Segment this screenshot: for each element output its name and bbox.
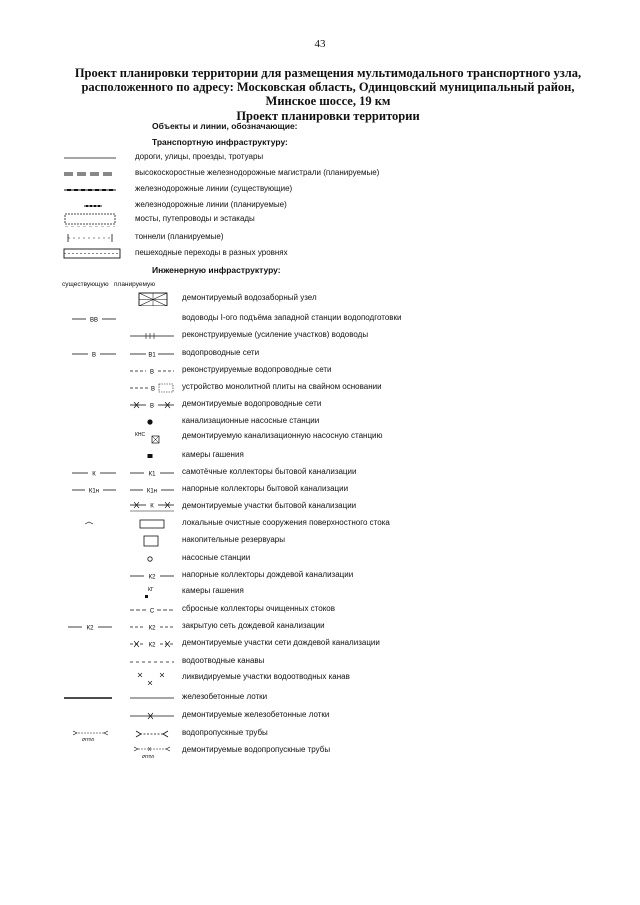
legend-row — [0, 727, 640, 743]
legend-label: накопительные резервуары — [182, 535, 285, 544]
code-text: С — [149, 608, 155, 615]
engineering-heading: Инженерную инфраструктуру: — [152, 265, 281, 275]
legend-label: устройство монолитной плиты на свайном основании — [182, 382, 382, 391]
legend-label: водопроводные сети — [182, 348, 260, 357]
slab-icon — [128, 381, 176, 395]
code-text: КНС — [135, 432, 146, 438]
legend-label: локальные очистные сооружения поверхностного стока — [182, 518, 390, 527]
legend-row — [0, 415, 640, 431]
legend-row — [0, 569, 640, 585]
page-number: 43 — [314, 38, 326, 50]
dismantled-storm-icon — [128, 637, 176, 651]
legend-row — [0, 292, 640, 308]
legend-row — [0, 744, 640, 760]
legend-label: демонтируемую канализационную насосную станцию — [182, 431, 383, 440]
sewer-pipe-icon — [128, 466, 176, 480]
transport-heading: Транспортную инфраструктуру: — [152, 137, 288, 147]
trough-icon — [128, 691, 176, 705]
removed-ditch-icon — [128, 671, 176, 685]
legend-row — [0, 691, 640, 707]
sewer-pipe-icon — [70, 483, 118, 497]
legend-label: сбросные коллекторы очищенных стоков — [182, 604, 335, 613]
water-pipe-icon — [70, 312, 118, 326]
legend-label: самотёчные коллекторы бытовой канализации — [182, 467, 357, 476]
legend-row — [0, 167, 640, 183]
code-text: Ø700 — [82, 738, 95, 741]
treatment-plant-icon — [138, 517, 168, 531]
legend-label: железнодорожные линии (существующие) — [135, 184, 293, 193]
code-text: К2 — [148, 574, 156, 581]
legend-label: реконструируемые (усиление участков) водоводы — [182, 330, 369, 339]
legend-label: напорные коллекторы дождевой канализации — [182, 570, 354, 579]
water-pipe-icon — [70, 347, 118, 361]
pump-station-icon — [140, 552, 160, 566]
treatment-plant-icon — [82, 517, 96, 531]
document-subtitle: Проект планировки территории — [236, 109, 420, 123]
dismantled-sewer-icon — [128, 500, 176, 514]
legend-label: железобетонные лотки — [182, 692, 268, 701]
culvert-icon — [134, 727, 176, 741]
legend-label: закрытую сеть дождевой канализации — [182, 621, 325, 630]
code-text: К2 — [148, 642, 156, 649]
legend-label: высокоскоростные железнодорожные магистрали (планируемые) — [135, 168, 380, 177]
storm-pipe-icon — [128, 569, 176, 583]
legend-row — [0, 585, 640, 601]
legend-row — [0, 637, 640, 653]
legend-row — [0, 500, 640, 516]
legend-row — [0, 364, 640, 380]
legend-row — [0, 709, 640, 725]
code-text: К — [150, 503, 154, 510]
legend-row — [0, 398, 640, 414]
legend-label: напорные коллекторы бытовой канализации — [182, 484, 349, 493]
legend-row — [0, 347, 640, 363]
legend-row — [0, 517, 640, 533]
legend-row — [0, 312, 640, 328]
sewer-pipe-icon — [70, 466, 118, 480]
water-pipe-icon — [128, 329, 176, 343]
road-line-icon — [62, 151, 118, 165]
water-pipe-icon — [128, 364, 176, 378]
rail-planned-icon — [62, 199, 118, 213]
legend-label: водопропускные трубы — [182, 728, 268, 737]
legend-row — [0, 483, 640, 499]
legend-label: железнодорожные линии (планируемые) — [135, 200, 287, 209]
legend-heading: Объекты и линии, обозначающие: — [152, 121, 298, 131]
legend-row — [0, 183, 640, 199]
code-text: КГ — [148, 587, 154, 593]
legend-row — [0, 231, 640, 247]
legend-row — [0, 671, 640, 687]
legend-label: водоотводные канавы — [182, 656, 265, 665]
legend-row — [0, 449, 640, 465]
ditch-icon — [128, 655, 176, 669]
legend-label: реконструируемые водопроводные сети — [182, 365, 332, 374]
legend-label: насосные станции — [182, 553, 251, 562]
damping-chamber-icon — [140, 449, 160, 463]
legend-label: пешеходные переходы в разных уровнях — [135, 248, 288, 257]
legend-label: демонтируемые водопропускные трубы — [182, 745, 331, 754]
rail-existing-icon — [62, 183, 118, 197]
legend-row — [0, 329, 640, 345]
bridge-icon — [62, 213, 118, 227]
legend-label: демонтируемые водопроводные сети — [182, 399, 322, 408]
legend-label: камеры гашения — [182, 586, 244, 595]
legend-label: демонтируемый водозаборный узел — [182, 293, 317, 302]
reservoir-icon — [140, 534, 162, 548]
legend-row — [0, 151, 640, 167]
legend-row — [0, 655, 640, 671]
legend-row — [0, 534, 640, 550]
discharge-pipe-icon — [128, 603, 176, 617]
legend-label: дороги, улицы, проезды, тротуары — [135, 152, 264, 161]
dismantled-trough-icon — [128, 709, 176, 723]
code-text: ВВ — [89, 317, 99, 324]
legend-label: демонтируемые участки бытовой канализации — [182, 501, 357, 510]
dismantled-pipe-icon — [128, 398, 176, 412]
tunnel-icon — [62, 231, 118, 245]
legend-label: мосты, путепроводы и эстакады — [135, 214, 255, 223]
column-existing: существующую — [62, 281, 109, 288]
code-text: К1 — [148, 471, 156, 478]
code-text: К1н — [88, 488, 100, 495]
code-text: К2 — [148, 625, 156, 632]
code-text: В — [91, 352, 97, 359]
legend-row — [0, 466, 640, 482]
column-planned: планируемую — [114, 281, 156, 288]
legend-row — [0, 430, 640, 446]
legend-label: водоводы I-ого подъёма западной станции водоподготовки — [182, 313, 402, 322]
legend-label: демонтируемые участки сети дождевой канализации — [182, 638, 380, 647]
code-text: Ø700 — [142, 755, 155, 758]
legend-label: ликвидируемые участки водоотводных канав — [182, 672, 350, 681]
legend-row — [0, 381, 640, 397]
storm-pipe-icon — [66, 620, 114, 634]
culvert-icon — [70, 727, 112, 741]
storm-pipe-icon — [128, 620, 176, 634]
legend-row — [0, 552, 640, 568]
legend-row — [0, 603, 640, 619]
code-text: К2 — [86, 625, 94, 632]
legend-label: канализационные насосные станции — [182, 416, 320, 425]
code-text: В1 — [148, 352, 156, 359]
code-text: В — [149, 403, 155, 410]
pump-station-icon — [134, 430, 166, 444]
sewer-pipe-icon — [128, 483, 176, 497]
pump-station-icon — [140, 415, 160, 429]
trough-icon — [62, 691, 114, 705]
damping-chamber-icon — [140, 585, 164, 599]
water-intake-icon — [138, 292, 170, 306]
code-text: К — [92, 471, 96, 478]
legend-label: демонтируемые железобетонные лотки — [182, 710, 330, 719]
code-text: В — [149, 369, 155, 376]
document-title: Проект планировки территории для размещения мультимодального транспортного узла, расположенного по адресу: Московская область, Одинцовский муниципальный район, Минское шоссе, 19 км — [74, 66, 582, 108]
legend-row — [0, 213, 640, 229]
highspeed-rail-icon — [62, 167, 118, 181]
dismantled-culvert-icon — [132, 744, 176, 758]
code-text: В — [150, 386, 156, 393]
water-pipe-icon — [128, 347, 176, 361]
legend-row — [0, 620, 640, 636]
legend-row — [0, 247, 640, 263]
legend-label: тоннели (планируемые) — [135, 232, 224, 241]
code-text: К1н — [146, 488, 158, 495]
pedestrian-crossing-icon — [62, 247, 122, 261]
legend-label: камеры гашения — [182, 450, 244, 459]
